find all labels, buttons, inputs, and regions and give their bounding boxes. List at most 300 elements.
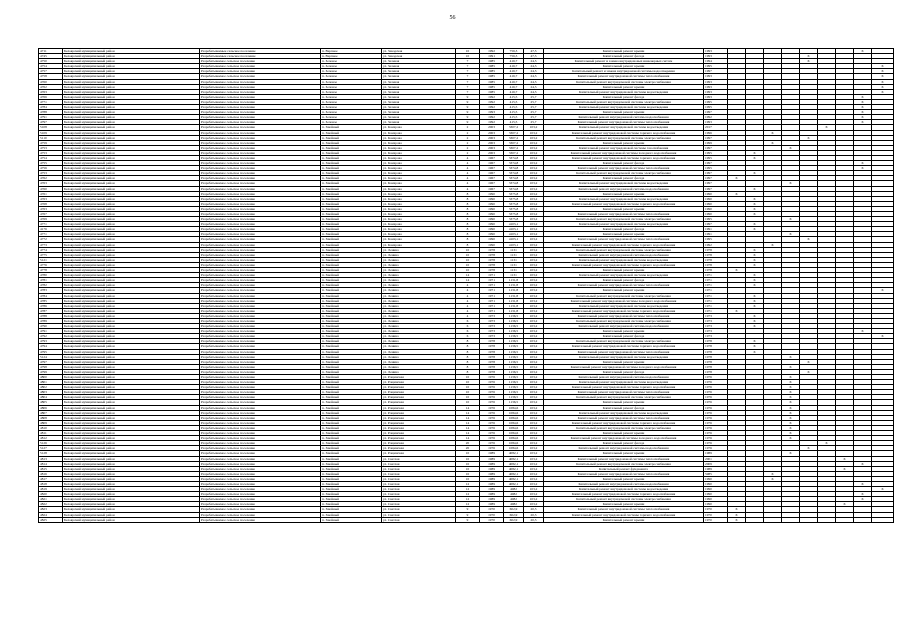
table-cell: п. Хвойный (321, 487, 382, 492)
table-cell: п. Хвойный (321, 222, 382, 227)
table-cell: 4755 (39, 161, 63, 166)
table-cell: 4791 (39, 329, 63, 334)
table-cell: 2 (456, 125, 480, 130)
table-cell: п. Хвойный (321, 364, 382, 369)
table-cell: п. Хвойный (321, 217, 382, 222)
table-cell: Разрабатываемое сельское поселение (200, 74, 321, 79)
table-cell: Разрабатываемое сельское поселение (200, 110, 321, 115)
table-cell: 1967 (480, 186, 504, 191)
table-cell: 103,2 (524, 161, 544, 166)
table-cell: Разрабатываемое сельское поселение (200, 476, 321, 481)
table-cell: 4788 (39, 313, 63, 318)
table-cell: 25,7 (524, 94, 544, 99)
table-cell: 4 (456, 313, 480, 318)
table-cell: ул. Ленина (382, 334, 456, 339)
table-cell: 7 (456, 74, 480, 79)
table-cell: ул. Ленина (382, 318, 456, 323)
table-cell: 10 (456, 262, 480, 267)
table-cell: 14 (456, 431, 480, 436)
table-cell: 4794 (39, 344, 63, 349)
table-cell: 1978 (704, 252, 728, 257)
table-cell: ул. Светлая (382, 461, 456, 466)
table-mark-cell (854, 517, 872, 522)
table-mark-cell: X (782, 400, 800, 405)
table-cell: 4811 (39, 431, 63, 436)
table-cell: ул. Комарова (382, 212, 456, 217)
table-cell: 103,2 (524, 176, 544, 181)
table-cell: Белоярский муниципальный район (63, 334, 200, 339)
table-cell: Белоярский муниципальный район (63, 262, 200, 267)
table-cell: Капитальный ремонт крыши (544, 400, 704, 405)
table-cell: ул. Ленина (382, 293, 456, 298)
table-cell: ул. Светлая (382, 456, 456, 461)
table-cell: Разрабатываемое сельское поселение (200, 176, 321, 181)
table-cell: п. Хвойный (321, 339, 382, 344)
table-cell: 103,2 (524, 171, 544, 176)
table-cell: ул. Светлая (382, 487, 456, 492)
table-mark-cell (764, 517, 782, 522)
table-cell: 4082,1 (504, 476, 524, 481)
table-cell: Капитальный ремонт внутридомовой системы холодного водоснабжения (544, 150, 704, 155)
table-cell: Белоярский муниципальный район (63, 487, 200, 492)
table-cell: 2 (456, 140, 480, 145)
table-cell: ул. Зеленая (382, 74, 456, 79)
table-cell: 4795 (39, 349, 63, 354)
table-cell: 6 (456, 318, 480, 323)
table-mark-cell: X (782, 431, 800, 436)
table-cell: Капитальный ремонт внутридомовой системы водоснабжения (544, 115, 704, 120)
table-cell: Капитальный ремонт внутридомовой системы водоснабжения (544, 324, 704, 329)
table-mark-cell: X (854, 99, 872, 104)
table-cell: 7 (456, 89, 480, 94)
table-mark-cell: X (746, 186, 764, 191)
table-cell: 416,7 (504, 84, 524, 89)
table-cell: п. Хвойный (321, 481, 382, 486)
table-cell: 103,2 (524, 186, 544, 191)
table-cell: Белоярский муниципальный район (63, 344, 200, 349)
table-cell: Разрабатываемое сельское поселение (200, 84, 321, 89)
table-cell: п. Хвойный (321, 262, 382, 267)
table-cell: 1973 (480, 334, 504, 339)
table-cell: 1990 (704, 201, 728, 206)
table-cell: Белоярский муниципальный район (63, 369, 200, 374)
table-cell: 1990 (480, 191, 504, 196)
table-mark-cell: X (764, 140, 782, 145)
table-cell: 103,2 (524, 206, 544, 211)
table-cell: 4798 (39, 364, 63, 369)
table-cell: 103,2 (524, 257, 544, 262)
table-cell: 1976 (480, 395, 504, 400)
table-mark-cell: X (746, 339, 764, 344)
table-cell: 1976 (704, 405, 728, 410)
table-cell: Капитальный ремонт внутридомовой системы горячего водоснабжения (544, 242, 704, 247)
table-cell: Разрабатываемое сельское поселение (200, 517, 321, 522)
table-cell: 1978 (704, 364, 728, 369)
table-cell: ул. Светлая (382, 481, 456, 486)
table-cell: 25,7 (524, 120, 544, 125)
table-cell: Разрабатываемое сельское поселение (200, 349, 321, 354)
table-cell: 1973 (704, 313, 728, 318)
table-mark-cell (872, 517, 894, 522)
table-cell: Белоярский муниципальный район (63, 257, 200, 262)
table-cell: Капитальный ремонт внутридомовой системы теплоснабжения (544, 349, 704, 354)
table-cell: 1978 (704, 339, 728, 344)
table-cell: 1990 (480, 227, 504, 232)
table-cell: 1973 (704, 329, 728, 334)
table-cell: 24,3 (524, 64, 544, 69)
table-mark-cell: X (782, 405, 800, 410)
table-cell: 1990 (480, 237, 504, 242)
table-cell: Разрабатываемое сельское поселение (200, 431, 321, 436)
table-cell: ул. Ленина (382, 262, 456, 267)
table-cell: 1136,5 (504, 313, 524, 318)
table-cell: п. Хвойный (321, 415, 382, 420)
table-cell: 20 (456, 446, 480, 451)
table-cell: 1990 (480, 206, 504, 211)
table-cell: Капитальный ремонт внутридомовой системы электроснабжения (544, 79, 704, 84)
table-cell: 4793 (39, 339, 63, 344)
table-cell: 103,2 (524, 247, 544, 252)
table-cell: 12 (456, 502, 480, 507)
table-body (39, 49, 894, 523)
table-cell: 103,2 (524, 318, 544, 323)
table-cell: 1976 (704, 420, 728, 425)
table-cell: 1995 (704, 150, 728, 155)
table-cell: 1997 (704, 110, 728, 115)
table-mark-cell: X (872, 84, 894, 89)
table-cell: Капитальный ремонт внутридомовой системы холодного водоснабжения (544, 436, 704, 441)
table-cell: Разрабатываемое сельское поселение (200, 441, 321, 446)
table-cell: 5110 (39, 135, 63, 140)
table-cell: Белоярский муниципальный район (63, 415, 200, 420)
table-cell: 1989 (704, 466, 728, 471)
table-cell: Разрабатываемое сельское поселение (200, 237, 321, 242)
table-cell: 4822 (39, 502, 63, 507)
table-cell: 9 (456, 99, 480, 104)
table-cell: Белоярский муниципальный район (63, 507, 200, 512)
table-cell: 4781 (39, 278, 63, 283)
table-cell: Капитальный ремонт внутридомовой системы электроснабжения (544, 217, 704, 222)
table-cell: 1971 (480, 283, 504, 288)
table-cell: 10 (456, 390, 480, 395)
table-cell: 1989 (480, 492, 504, 497)
table-cell: Разрабатываемое сельское поселение (200, 293, 321, 298)
table-cell: 47,3 (524, 54, 544, 59)
table-mark-cell: X (872, 288, 894, 293)
table-cell: 2003 (480, 150, 504, 155)
table-cell: 5985 (704, 471, 728, 476)
table-cell: 14 (456, 420, 480, 425)
table-cell: 1976 (480, 400, 504, 405)
table-cell: п. Хвойный (321, 303, 382, 308)
table-cell: Белоярский муниципальный район (63, 115, 200, 120)
table-cell: 14 (456, 425, 480, 430)
table-cell: ул. Ленина (382, 288, 456, 293)
table-cell: Белоярский муниципальный район (63, 64, 200, 69)
table-cell: Капитальный ремонт внутридомовой системы теплоснабжения (544, 456, 704, 461)
table-cell: Капитальный ремонт внутридомовой системы горячего водоснабжения (544, 201, 704, 206)
table-cell: 2 (456, 130, 480, 135)
table-cell: п. Хвойный (321, 161, 382, 166)
table-cell: 4799 (39, 369, 63, 374)
table-cell: 103,2 (524, 130, 544, 135)
table-mark-cell: X (854, 497, 872, 502)
table-cell: Капитальный ремонт внутридомовой системы водоснабжения (544, 481, 704, 486)
table-cell: 103,2 (524, 252, 544, 257)
table-cell: 1976 (704, 385, 728, 390)
table-cell: Белоярский муниципальный район (63, 481, 200, 486)
table-cell: 103,2 (524, 502, 544, 507)
table-cell: 1136,5 (504, 375, 524, 380)
table-cell: ул. Комарова (382, 191, 456, 196)
table-cell: п. Хвойный (321, 293, 382, 298)
table-cell: ул. Зеленая (382, 64, 456, 69)
table-cell: 1136,5 (504, 380, 524, 385)
table-cell: 4750 (39, 59, 63, 64)
table-cell: п. Хвойный (321, 375, 382, 380)
table-cell: 4 (456, 303, 480, 308)
table-cell: ул. Заводская (382, 49, 456, 54)
table-cell: ул. Зеленая (382, 115, 456, 120)
table-cell: Белоярский муниципальный район (63, 145, 200, 150)
table-cell: Белоярский муниципальный район (63, 456, 200, 461)
table-cell: 8 (456, 359, 480, 364)
table-cell: Разрабатываемое сельское поселение (200, 278, 321, 283)
table-cell: ул. Ленина (382, 283, 456, 288)
table-cell: Разрабатываемое сельское поселение (200, 125, 321, 130)
table-cell: 4774 (39, 247, 63, 252)
table-cell: ул. Зеленая (382, 84, 456, 89)
table-cell: 1978 (480, 369, 504, 374)
table-cell: 4780 (39, 273, 63, 278)
table-cell: Разрабатываемое сельское поселение (200, 313, 321, 318)
table-cell: Белоярский муниципальный район (63, 441, 200, 446)
table-cell: п. Хвойный (321, 395, 382, 400)
table-cell: 4773 (39, 242, 63, 247)
table-cell: 103,2 (524, 278, 544, 283)
table-cell: 3307,2 (504, 135, 524, 140)
table-cell: ул. Комарова (382, 161, 456, 166)
table-cell: Разрабатываемое сельское поселение (200, 497, 321, 502)
table-cell: Белоярский муниципальный район (63, 395, 200, 400)
table-cell: Белоярский муниципальный район (63, 166, 200, 171)
table-cell: 1993 (704, 79, 728, 84)
table-mark-cell: X (746, 349, 764, 354)
table-cell: Белоярский муниципальный район (63, 135, 200, 140)
table-cell: п. Хвойный (321, 492, 382, 497)
table-cell: 1976 (704, 380, 728, 385)
table-cell: 4754 (39, 64, 63, 69)
table-cell: 25,7 (524, 115, 544, 120)
table-cell: ул. Рощинская (382, 375, 456, 380)
table-cell: 1973 (480, 324, 504, 329)
table-cell: Разрабатываемое сельское поселение (200, 161, 321, 166)
table-cell: п. Хвойный (321, 298, 382, 303)
table-cell: 1976 (480, 436, 504, 441)
table-cell: 1997 (704, 171, 728, 176)
table-mark-cell: X (800, 369, 818, 374)
table-cell: 1136,5 (504, 359, 524, 364)
table-cell: 1976 (480, 415, 504, 420)
table-cell: 8 (456, 237, 480, 242)
table-cell: Белоярский муниципальный район (63, 130, 200, 135)
table-cell: 25,7 (524, 110, 544, 115)
table-cell: Разрабатываемое сельское поселение (200, 115, 321, 120)
table-cell: 4814 (39, 461, 63, 466)
table-cell: п. Хвойный (321, 242, 382, 247)
table-cell: Белоярский муниципальный район (63, 79, 200, 84)
table-cell: Белоярский муниципальный район (63, 201, 200, 206)
table-cell: 415,5 (504, 105, 524, 110)
table-cell: Белоярский муниципальный район (63, 339, 200, 344)
table-cell: 1970 (704, 507, 728, 512)
table-cell: 103,2 (524, 456, 544, 461)
table-cell: Разрабатываемое сельское поселение (200, 196, 321, 201)
table-cell: п. Хвойный (321, 252, 382, 257)
table-cell: п. Зеленое (321, 99, 382, 104)
table-cell: 602,9 (504, 517, 524, 522)
table-cell: Разрабатываемое сельское поселение (200, 94, 321, 99)
table-cell: ул. Комарова (382, 130, 456, 135)
table-cell: Разрабатываемое сельское поселение (200, 105, 321, 110)
table-cell: Капитальный ремонт внутридомовой системы горячего водоснабжения (544, 130, 704, 135)
table-cell: Белоярский муниципальный район (63, 313, 200, 318)
table-cell: 416,7 (504, 79, 524, 84)
table-cell: 6 (456, 329, 480, 334)
table-cell: 4082 (504, 502, 524, 507)
table-cell: 4759 (39, 140, 63, 145)
table-cell: Капитальный ремонт внутридомовой системы горячего водоснабжения (544, 420, 704, 425)
table-mark-cell: X (746, 222, 764, 227)
table-cell: п. Хвойный (321, 324, 382, 329)
table-cell: 602,9 (504, 507, 524, 512)
table-cell: п. Зеленое (321, 120, 382, 125)
table-cell: Разрабатываемое сельское поселение (200, 242, 321, 247)
table-cell: Белоярский муниципальный район (63, 247, 200, 252)
table-cell: Капитальный ремонт фасада (544, 369, 704, 374)
table-cell: Белоярский муниципальный район (63, 227, 200, 232)
table-cell: п. Хвойный (321, 456, 382, 461)
table-cell: п. Хвойный (321, 431, 382, 436)
table-cell: Белоярский муниципальный район (63, 288, 200, 293)
table-cell: 1084,6 (504, 410, 524, 415)
table-cell: 4792 (39, 334, 63, 339)
table-cell: 2003 (480, 135, 504, 140)
table-cell: Белоярский муниципальный район (63, 94, 200, 99)
table-cell: Капитальный ремонт внутридомовой системы теплоснабжения (544, 283, 704, 288)
table-cell: п. Хвойный (321, 461, 382, 466)
table-cell: п. Хвойный (321, 334, 382, 339)
table-cell: ул. Рощинская (382, 415, 456, 420)
table-cell: п. Хвойный (321, 201, 382, 206)
table-cell: Разрабатываемое сельское поселение (200, 390, 321, 395)
table-cell: 24,3 (524, 89, 544, 94)
table-mark-cell: X (782, 364, 800, 369)
table-cell: ул. Ленина (382, 298, 456, 303)
table-cell: Белоярский муниципальный район (63, 308, 200, 313)
table-mark-cell: X (764, 130, 782, 135)
table-cell: п. Хвойный (321, 135, 382, 140)
table-mark-cell: X (746, 324, 764, 329)
table-cell: Белоярский муниципальный район (63, 155, 200, 160)
table-cell: 4753 (39, 145, 63, 150)
table-cell: 7 (456, 84, 480, 89)
table-cell: 1978 (480, 364, 504, 369)
table-cell: 7 (456, 64, 480, 69)
table-cell: 2003 (480, 145, 504, 150)
table-cell: 1997 (704, 222, 728, 227)
table-cell: 1131 (504, 247, 524, 252)
table-cell: 3374,8 (504, 181, 524, 186)
table-cell: 1992 (480, 49, 504, 54)
table-cell: ул. Ленина (382, 273, 456, 278)
table-cell: 8 (456, 364, 480, 369)
table-cell: Разрабатываемое сельское поселение (200, 166, 321, 171)
table-cell: 1136,5 (504, 318, 524, 323)
table-cell: Белоярский муниципальный район (63, 120, 200, 125)
table-cell: 1971 (704, 283, 728, 288)
table-cell: п. Хвойный (321, 191, 382, 196)
table-cell: 4767 (39, 212, 63, 217)
table-mark-cell (746, 517, 764, 522)
table-cell: 8 (456, 339, 480, 344)
table-cell: ул. Ленина (382, 247, 456, 252)
table-cell: Капитальный ремонт внутридомовой системы электроснабжения (544, 171, 704, 176)
table-cell: 1991 (704, 227, 728, 232)
table-cell: 6 (456, 324, 480, 329)
table-cell: Капитальный ремонт внутридомовой системы водоотведения (544, 303, 704, 308)
table-cell: 1990 (704, 492, 728, 497)
table-cell: 1995 (704, 237, 728, 242)
table-cell: 4753 (39, 171, 63, 176)
table-cell: ул. Рощинская (382, 410, 456, 415)
table-cell: 1978 (480, 262, 504, 267)
table-cell: 1136,5 (504, 329, 524, 334)
table-cell: 1084,6 (504, 431, 524, 436)
table-cell: 1978 (480, 257, 504, 262)
table-cell: 9 (456, 94, 480, 99)
table-cell: 1990 (480, 217, 504, 222)
table-cell: 4762 (39, 176, 63, 181)
table-cell: 1131,8 (504, 288, 524, 293)
table-cell: ул. Рощинская (382, 390, 456, 395)
table-cell: 103,2 (524, 329, 544, 334)
table-cell: Капитальный ремонт внутридомовой системы водоснабжения (544, 186, 704, 191)
table-cell: 4810 (39, 425, 63, 430)
table-cell: 1992 (704, 242, 728, 247)
table-cell: 1976 (704, 390, 728, 395)
table-cell: Разрабатываемое сельское поселение (200, 425, 321, 430)
table-cell: Капитальный ремонт внутридомовой системы теплоснабжения (544, 166, 704, 171)
table-cell: Белоярский муниципальный район (63, 49, 200, 54)
table-cell: 4 (456, 171, 480, 176)
table-cell: ул. Зеленая (382, 110, 456, 115)
table-cell: ул. Ленина (382, 359, 456, 364)
table-cell: п. Хвойный (321, 380, 382, 385)
table-mark-cell: X (800, 135, 818, 140)
table-cell: ул. Зеленая (382, 69, 456, 74)
table-cell: 103,2 (524, 140, 544, 145)
table-cell: Белоярский муниципальный район (63, 390, 200, 395)
table-cell: 103,2 (524, 212, 544, 217)
table-cell: Капитальный ремонт внутридомовой системы газоснабжения (544, 145, 704, 150)
table-cell: 415,5 (504, 110, 524, 115)
table-cell: 1989 (480, 487, 504, 492)
table-cell: ул. Светлая (382, 507, 456, 512)
table-mark-cell (800, 517, 818, 522)
table-mark-cell: X (782, 145, 800, 150)
table-mark-cell: X (854, 161, 872, 166)
